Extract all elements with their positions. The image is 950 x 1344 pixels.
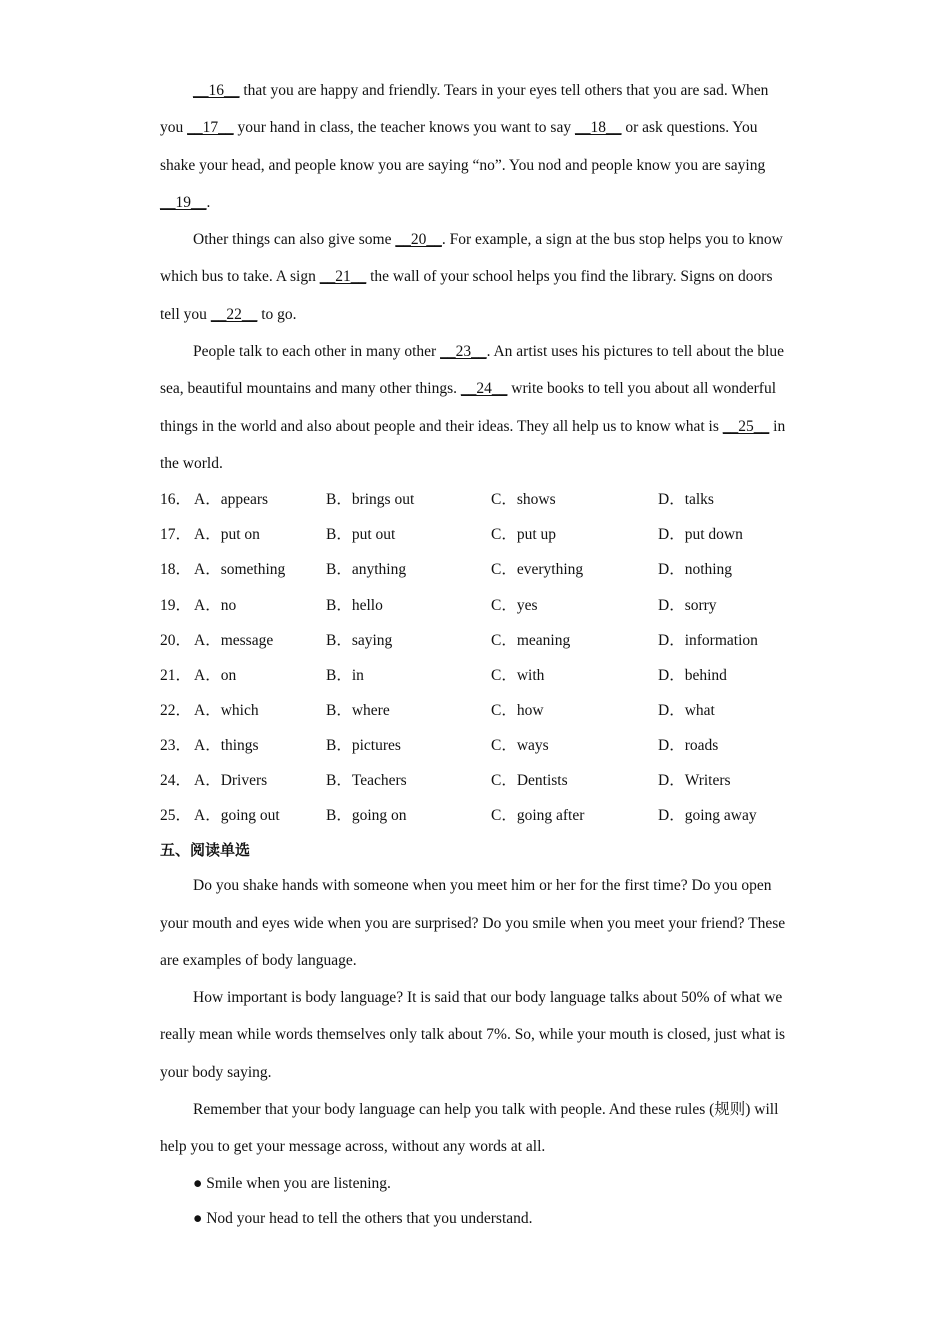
option-c: C．going after [491,807,585,825]
reading-paragraph-2: How important is body language? It is said that our body language talks about 50% of what we really mean while words themselves only talk about 7%. So, while your mouth is closed, just what is your body saying. [160,989,786,1081]
question-number: 22． [160,701,192,719]
blank-16: __16__ [193,82,240,99]
option-d: D．information [658,631,758,649]
option-c: C．shows [491,491,556,509]
passage-text: . [206,193,211,211]
option-d: D．sorry [658,596,717,614]
option-a: A．put on [194,526,260,544]
option-b: B．hello [326,596,383,614]
question-number: 21． [160,666,192,684]
question-number: 20． [160,631,192,649]
option-a: A．message [194,631,274,649]
option-d: D．roads [658,736,719,754]
passage-paragraph-2 [160,221,792,333]
option-a: A．no [194,596,237,614]
blank-20: __20__ [395,231,442,249]
option-a: A．going out [194,807,280,825]
passage-text: Other things can also give some [193,231,396,249]
question-row-19 [160,588,792,623]
blank-19: __19__ [160,193,207,211]
question-number: 25． [160,807,192,825]
option-d: D．talks [658,491,714,509]
option-a: A．appears [194,491,269,509]
question-number: 23． [160,736,192,754]
blank-18: __18__ [574,119,622,137]
option-a: A．on [194,666,237,684]
question-number: 16． [160,491,192,509]
option-b: B．put out [326,526,396,544]
passage-text: that you are happy and friendly. Tears in your eyes tell others that you are sad. When you [160,82,769,137]
option-a: A．something [194,561,286,579]
blank-23: __23__ [440,343,487,361]
option-a: A．things [194,736,259,754]
reading-paragraph-1: Do you shake hands with someone when you meet him or her for the first time? Do you open your mouth and eyes wide when you are surprised? Do you smile when you meet your friend? These are examples of body language. [160,877,786,969]
option-b: B．in [326,666,364,684]
question-row-21 [160,658,792,693]
option-c: C．how [491,701,544,719]
passage-paragraph-1 [160,72,792,221]
question-row-22 [160,693,792,728]
question-row-25 [160,798,792,833]
option-c: C．yes [491,596,538,614]
blank-17: __17__ [187,119,234,137]
passage-text: . For example, a sign at the bus stop helps you to know which bus to take. A sign [160,231,783,286]
question-row-18 [160,552,792,587]
question-row-17 [160,517,792,552]
blank-22: __22__ [210,305,258,323]
passage-text: write books to tell you about all wonderful things in the world and also about people and their ideas. They all help us to know what is [160,380,777,435]
option-d: D．put down [658,526,743,544]
section-title: 五、阅读单选 [160,841,251,860]
option-b: B．where [326,701,390,719]
option-b: B．anything [326,561,407,579]
option-a: A．Drivers [194,772,268,790]
passage-text: or ask questions. You shake your head, and people know you are saying “no”. You nod and people know you are saying [160,119,766,174]
option-b: B．brings out [326,491,415,509]
option-c: C．everything [491,561,584,579]
document-content [160,72,792,1236]
option-d: D．Writers [658,772,731,790]
option-c: C．with [491,666,545,684]
rule-bullet-1: ● Smile when you are listening. [193,1174,391,1192]
passage-text: . An artist uses his pictures to tell about the blue sea, beautiful mountains and many other things. [160,343,785,398]
question-row-23 [160,728,792,763]
option-c: C．put up [491,526,557,544]
option-a: A．which [194,701,259,719]
question-number: 19． [160,596,192,614]
blank-21: __21__ [319,268,367,286]
question-row-16 [160,482,792,517]
question-options [160,482,792,833]
option-d: D．what [658,701,715,719]
question-number: 24． [160,772,192,790]
option-b: B．saying [326,631,393,649]
option-b: B．pictures [326,736,401,754]
question-row-24 [160,763,792,798]
blank-25: __25__ [722,417,770,435]
option-d: D．behind [658,666,727,684]
question-number: 18． [160,561,192,579]
reading-paragraph-3: Remember that your body language can help you talk with people. And these rules (规则) will help you to get your message across, without any words at all. [160,1100,779,1156]
passage-text: the wall of your school helps you find the library. Signs on doors tell you [160,268,773,323]
question-number: 17． [160,526,192,544]
option-b: B．Teachers [326,772,407,790]
blank-24: __24__ [460,380,508,398]
option-c: C．Dentists [491,772,568,790]
passage-text: your hand in class, the teacher knows you want to say [233,119,575,137]
option-b: B．going on [326,807,407,825]
passage-text: to go. [257,305,297,323]
option-d: D．going away [658,807,757,825]
option-c: C．ways [491,736,549,754]
option-c: C．meaning [491,631,571,649]
question-row-20 [160,623,792,658]
option-d: D．nothing [658,561,733,579]
rule-bullet-2: ● Nod your head to tell the others that you understand. [193,1209,533,1227]
passage-text: in the world. [160,417,786,472]
passage-text: People talk to each other in many other [193,343,441,361]
passage-paragraph-3 [160,333,792,482]
